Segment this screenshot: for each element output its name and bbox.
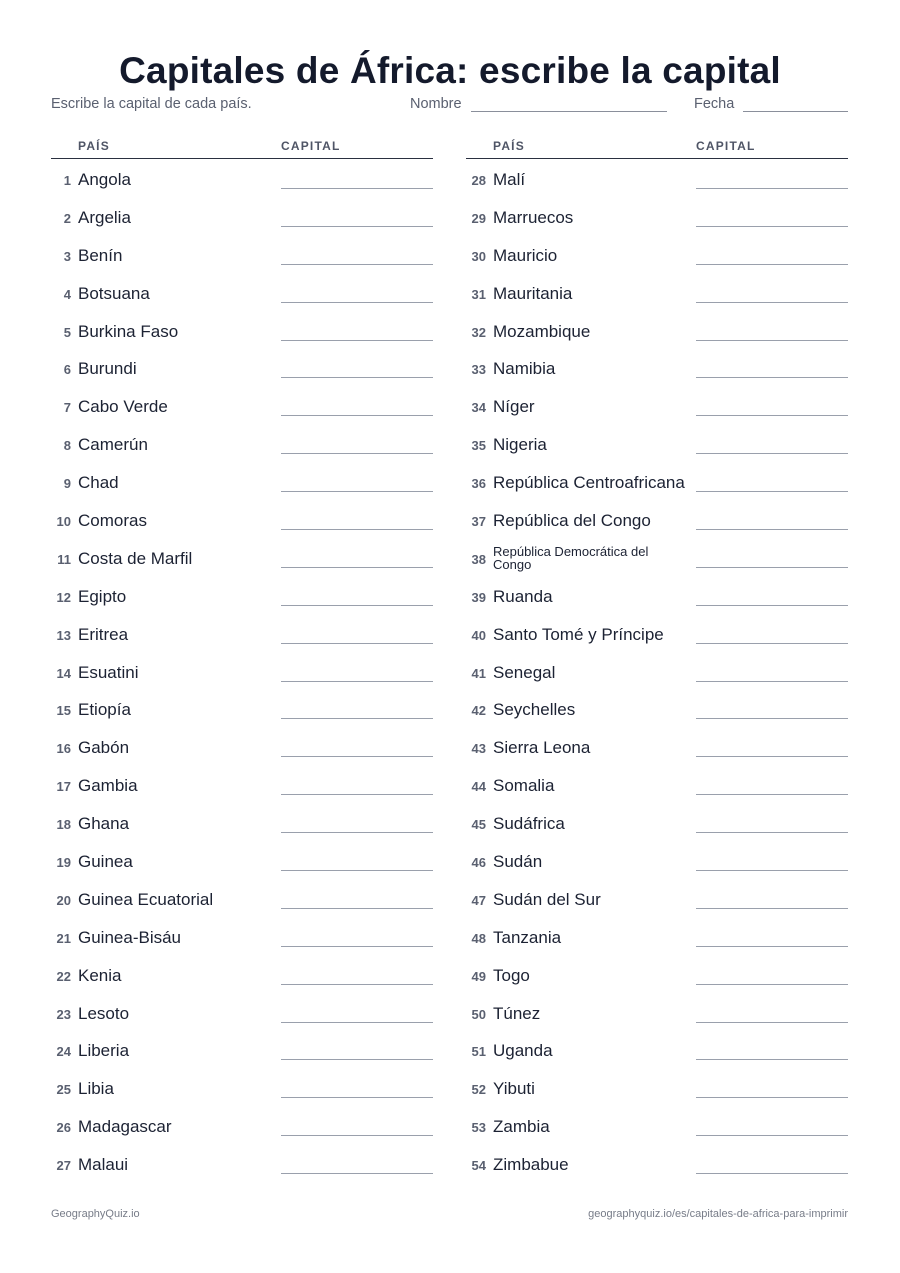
country-name: Esuatini — [78, 662, 139, 682]
item-number: 13 — [56, 627, 71, 643]
country-name: Guinea — [78, 852, 133, 872]
list-item — [466, 955, 848, 993]
country-list — [51, 159, 433, 1182]
capital-answer-line[interactable] — [696, 718, 848, 719]
item-number: 14 — [56, 665, 71, 681]
list-item — [51, 689, 433, 727]
country-header: PAÍS — [78, 139, 110, 153]
capital-answer-line[interactable] — [281, 794, 433, 795]
item-number: 27 — [56, 1158, 71, 1174]
capital-answer-line[interactable] — [281, 756, 433, 757]
right-column — [466, 138, 848, 1182]
list-item — [51, 727, 433, 765]
country-name: Zambia — [493, 1117, 550, 1137]
country-name: Guinea Ecuatorial — [78, 889, 214, 909]
item-number: 36 — [471, 476, 486, 492]
capital-answer-line[interactable] — [696, 870, 848, 871]
country-name: Malaui — [78, 1155, 129, 1175]
item-number: 19 — [56, 855, 71, 871]
item-number: 24 — [56, 1044, 71, 1060]
item-number: 39 — [471, 589, 486, 605]
list-item — [466, 159, 848, 197]
item-number: 32 — [471, 324, 486, 340]
item-number: 37 — [471, 514, 486, 530]
country-name: Eritrea — [78, 624, 129, 644]
capital-answer-line[interactable] — [281, 681, 433, 682]
capital-answer-line[interactable] — [281, 1135, 433, 1136]
list-item — [466, 765, 848, 803]
capital-answer-line[interactable] — [696, 756, 848, 757]
list-item — [466, 235, 848, 273]
item-number: 6 — [63, 362, 71, 378]
item-number: 52 — [471, 1082, 486, 1098]
country-name: Cabo Verde — [78, 397, 168, 417]
capital-answer-line[interactable] — [696, 1173, 848, 1174]
country-name: Costa de Marfil — [78, 548, 193, 568]
country-name: Camerún — [78, 435, 148, 455]
country-name: Senegal — [493, 662, 556, 682]
instructions: Escribe la capital de cada país. — [51, 96, 252, 112]
list-item — [51, 348, 433, 386]
country-name: Mauritania — [493, 283, 573, 303]
country-name: Comoras — [78, 511, 147, 531]
capital-answer-line[interactable] — [696, 605, 848, 606]
item-number: 41 — [471, 665, 486, 681]
country-name: Benín — [78, 245, 123, 265]
capital-header: CAPITAL — [696, 139, 756, 153]
item-number: 44 — [471, 779, 486, 795]
list-item — [466, 538, 848, 576]
list-item — [51, 1068, 433, 1106]
country-list — [466, 159, 848, 1182]
list-item — [51, 576, 433, 614]
capital-answer-line[interactable] — [696, 377, 848, 378]
capital-answer-line[interactable] — [696, 567, 848, 568]
country-name: Argelia — [78, 207, 131, 227]
country-name: Gabón — [78, 738, 130, 758]
date-field[interactable] — [743, 111, 848, 112]
list-item — [51, 235, 433, 273]
country-name: Liberia — [78, 1041, 130, 1061]
item-number: 34 — [471, 400, 486, 416]
item-number: 51 — [471, 1044, 486, 1060]
item-number: 18 — [56, 817, 71, 833]
list-item — [466, 727, 848, 765]
capital-answer-line[interactable] — [696, 188, 848, 189]
item-number: 3 — [63, 248, 71, 264]
item-number: 28 — [471, 173, 486, 188]
capital-answer-line[interactable] — [281, 340, 433, 341]
item-number: 17 — [56, 779, 71, 795]
country-name: Egipto — [78, 586, 127, 606]
list-item — [466, 652, 848, 690]
item-number: 22 — [56, 968, 71, 984]
country-name: Gambia — [78, 776, 138, 796]
item-number: 35 — [471, 438, 486, 454]
capital-answer-line[interactable] — [281, 870, 433, 871]
item-number: 11 — [57, 551, 71, 567]
item-number: 23 — [56, 1006, 71, 1022]
list-item — [51, 993, 433, 1031]
list-item — [466, 993, 848, 1031]
item-number: 15 — [56, 703, 71, 719]
list-item — [51, 917, 433, 955]
country-name: Yibuti — [493, 1079, 535, 1099]
country-name: Libia — [78, 1079, 114, 1099]
country-name: Nigeria — [493, 435, 547, 455]
capital-answer-line[interactable] — [696, 832, 848, 833]
item-number: 4 — [63, 286, 71, 302]
list-item — [466, 689, 848, 727]
item-number: 48 — [471, 930, 486, 946]
country-name: Tanzania — [493, 927, 562, 947]
item-number: 26 — [56, 1120, 71, 1136]
country-name: Marruecos — [493, 207, 574, 227]
item-number: 53 — [471, 1120, 486, 1136]
country-name: Seychelles — [493, 700, 576, 720]
list-item — [51, 1030, 433, 1068]
capital-answer-line[interactable] — [281, 1022, 433, 1023]
capital-answer-line[interactable] — [696, 264, 848, 265]
capital-answer-line[interactable] — [696, 1135, 848, 1136]
item-number: 47 — [471, 892, 486, 908]
item-number: 33 — [471, 362, 486, 378]
capital-answer-line[interactable] — [281, 264, 433, 265]
capital-answer-line[interactable] — [281, 226, 433, 227]
column-header — [51, 138, 433, 159]
item-number: 29 — [471, 210, 486, 226]
capital-answer-line[interactable] — [281, 718, 433, 719]
page-title: Capitales de África: escribe la capital — [119, 50, 781, 91]
list-item — [51, 614, 433, 652]
capital-answer-line[interactable] — [696, 643, 848, 644]
capital-answer-line[interactable] — [281, 567, 433, 568]
country-name: República Democrática del Congo — [493, 543, 649, 572]
list-item — [466, 917, 848, 955]
list-item — [466, 614, 848, 652]
list-item — [466, 273, 848, 311]
capital-header: CAPITAL — [281, 139, 341, 153]
item-number: 2 — [63, 210, 71, 226]
list-item — [51, 424, 433, 462]
capital-answer-line[interactable] — [281, 832, 433, 833]
list-item — [51, 311, 433, 349]
list-item — [51, 1144, 433, 1182]
item-number: 46 — [471, 855, 486, 871]
country-name: Lesoto — [78, 1003, 130, 1023]
item-number: 45 — [471, 817, 486, 833]
item-number: 21 — [56, 930, 71, 946]
capital-answer-line[interactable] — [696, 453, 848, 454]
list-item — [51, 652, 433, 690]
left-column — [51, 138, 433, 1182]
capital-answer-line[interactable] — [696, 491, 848, 492]
list-item — [51, 538, 433, 576]
country-name: Chad — [78, 473, 119, 493]
capital-answer-line[interactable] — [696, 415, 848, 416]
date-label: Fecha — [694, 96, 735, 112]
item-number: 31 — [471, 286, 486, 302]
country-name: Togo — [493, 965, 530, 985]
capital-answer-line[interactable] — [696, 946, 848, 947]
country-name: Burkina Faso — [78, 321, 179, 341]
item-number: 7 — [63, 400, 71, 416]
list-item — [466, 462, 848, 500]
capital-answer-line[interactable] — [281, 491, 433, 492]
list-item — [51, 765, 433, 803]
capital-answer-line[interactable] — [696, 1059, 848, 1060]
country-name: Angola — [78, 170, 131, 189]
capital-answer-line[interactable] — [281, 946, 433, 947]
country-name: Kenia — [78, 965, 122, 985]
country-name: Sudán — [493, 852, 543, 872]
country-name: Guinea-Bisáu — [78, 927, 182, 947]
capital-answer-line[interactable] — [696, 340, 848, 341]
capital-answer-line[interactable] — [281, 605, 433, 606]
list-item — [466, 1030, 848, 1068]
list-item — [51, 1106, 433, 1144]
list-item — [51, 879, 433, 917]
country-name: Mauricio — [493, 245, 558, 265]
country-name: Madagascar — [78, 1117, 172, 1137]
capital-answer-line[interactable] — [281, 529, 433, 530]
capital-answer-line[interactable] — [696, 302, 848, 303]
name-field[interactable] — [471, 111, 667, 112]
country-name: Burundi — [78, 359, 137, 379]
item-number: 42 — [471, 703, 486, 719]
capital-answer-line[interactable] — [281, 377, 433, 378]
list-item — [51, 273, 433, 311]
item-number: 30 — [471, 248, 486, 264]
country-name: Somalia — [493, 776, 555, 796]
capital-answer-line[interactable] — [281, 984, 433, 985]
country-header: PAÍS — [493, 139, 525, 153]
capital-answer-line[interactable] — [696, 529, 848, 530]
capital-answer-line[interactable] — [281, 1059, 433, 1060]
item-number: 20 — [56, 892, 71, 908]
country-name: Santo Tomé y Príncipe — [493, 624, 664, 644]
capital-answer-line[interactable] — [281, 453, 433, 454]
list-item — [51, 197, 433, 235]
item-number: 49 — [471, 968, 486, 984]
list-item — [51, 462, 433, 500]
country-name: Sudáfrica — [493, 814, 565, 834]
capital-answer-line[interactable] — [281, 643, 433, 644]
capital-answer-line[interactable] — [696, 681, 848, 682]
item-number: 40 — [471, 627, 486, 643]
item-number: 38 — [471, 551, 486, 567]
country-name: Sierra Leona — [493, 738, 591, 758]
column-header — [466, 138, 848, 159]
list-item — [51, 955, 433, 993]
list-item — [466, 311, 848, 349]
list-item — [51, 500, 433, 538]
footer-url: geographyquiz.io/es/capitales-de-africa-para-imprimir — [588, 1208, 848, 1220]
country-name: Uganda — [493, 1041, 553, 1061]
list-item — [466, 879, 848, 917]
list-item — [51, 386, 433, 424]
list-item — [466, 576, 848, 614]
country-name: Namibia — [493, 359, 556, 379]
country-name: Mozambique — [493, 321, 591, 341]
country-name: Sudán del Sur — [493, 889, 601, 909]
list-item — [51, 803, 433, 841]
item-number: 9 — [63, 476, 71, 492]
list-item — [466, 803, 848, 841]
country-name: Etiopía — [78, 700, 131, 720]
country-name: Níger — [493, 397, 535, 417]
country-name: Malí — [493, 170, 526, 189]
item-number: 5 — [63, 324, 71, 340]
country-name: Ghana — [78, 814, 130, 834]
list-item — [466, 1144, 848, 1182]
capital-answer-line[interactable] — [281, 1173, 433, 1174]
item-number: 16 — [56, 741, 71, 757]
country-name: Túnez — [493, 1003, 541, 1023]
item-number: 25 — [56, 1082, 71, 1098]
capital-answer-line[interactable] — [696, 1097, 848, 1098]
capital-answer-line[interactable] — [281, 188, 433, 189]
list-item — [466, 841, 848, 879]
capital-answer-line[interactable] — [696, 794, 848, 795]
country-name: Ruanda — [493, 586, 553, 606]
list-item — [466, 386, 848, 424]
name-label: Nombre — [410, 96, 462, 112]
item-number: 50 — [471, 1006, 486, 1022]
list-item — [466, 1106, 848, 1144]
capital-answer-line[interactable] — [696, 1022, 848, 1023]
list-item — [466, 500, 848, 538]
list-item — [466, 197, 848, 235]
item-number: 1 — [63, 173, 71, 188]
list-item — [51, 159, 433, 197]
country-name: Zimbabue — [493, 1155, 569, 1175]
capital-answer-line[interactable] — [281, 908, 433, 909]
item-number: 8 — [63, 438, 71, 454]
list-item — [466, 1068, 848, 1106]
capital-answer-line[interactable] — [281, 302, 433, 303]
item-number: 12 — [56, 589, 71, 605]
list-item — [466, 348, 848, 386]
country-name: República Centroafricana — [493, 473, 685, 493]
list-item — [466, 424, 848, 462]
capital-answer-line[interactable] — [696, 226, 848, 227]
list-item — [51, 841, 433, 879]
item-number: 54 — [471, 1158, 486, 1174]
capital-answer-line[interactable] — [696, 908, 848, 909]
item-number: 43 — [471, 741, 486, 757]
capital-answer-line[interactable] — [281, 415, 433, 416]
footer-brand: GeographyQuiz.io — [51, 1208, 140, 1220]
capital-answer-line[interactable] — [696, 984, 848, 985]
country-name: República del Congo — [493, 511, 651, 531]
country-name: Botsuana — [78, 283, 150, 303]
item-number: 10 — [56, 514, 71, 530]
capital-answer-line[interactable] — [281, 1097, 433, 1098]
